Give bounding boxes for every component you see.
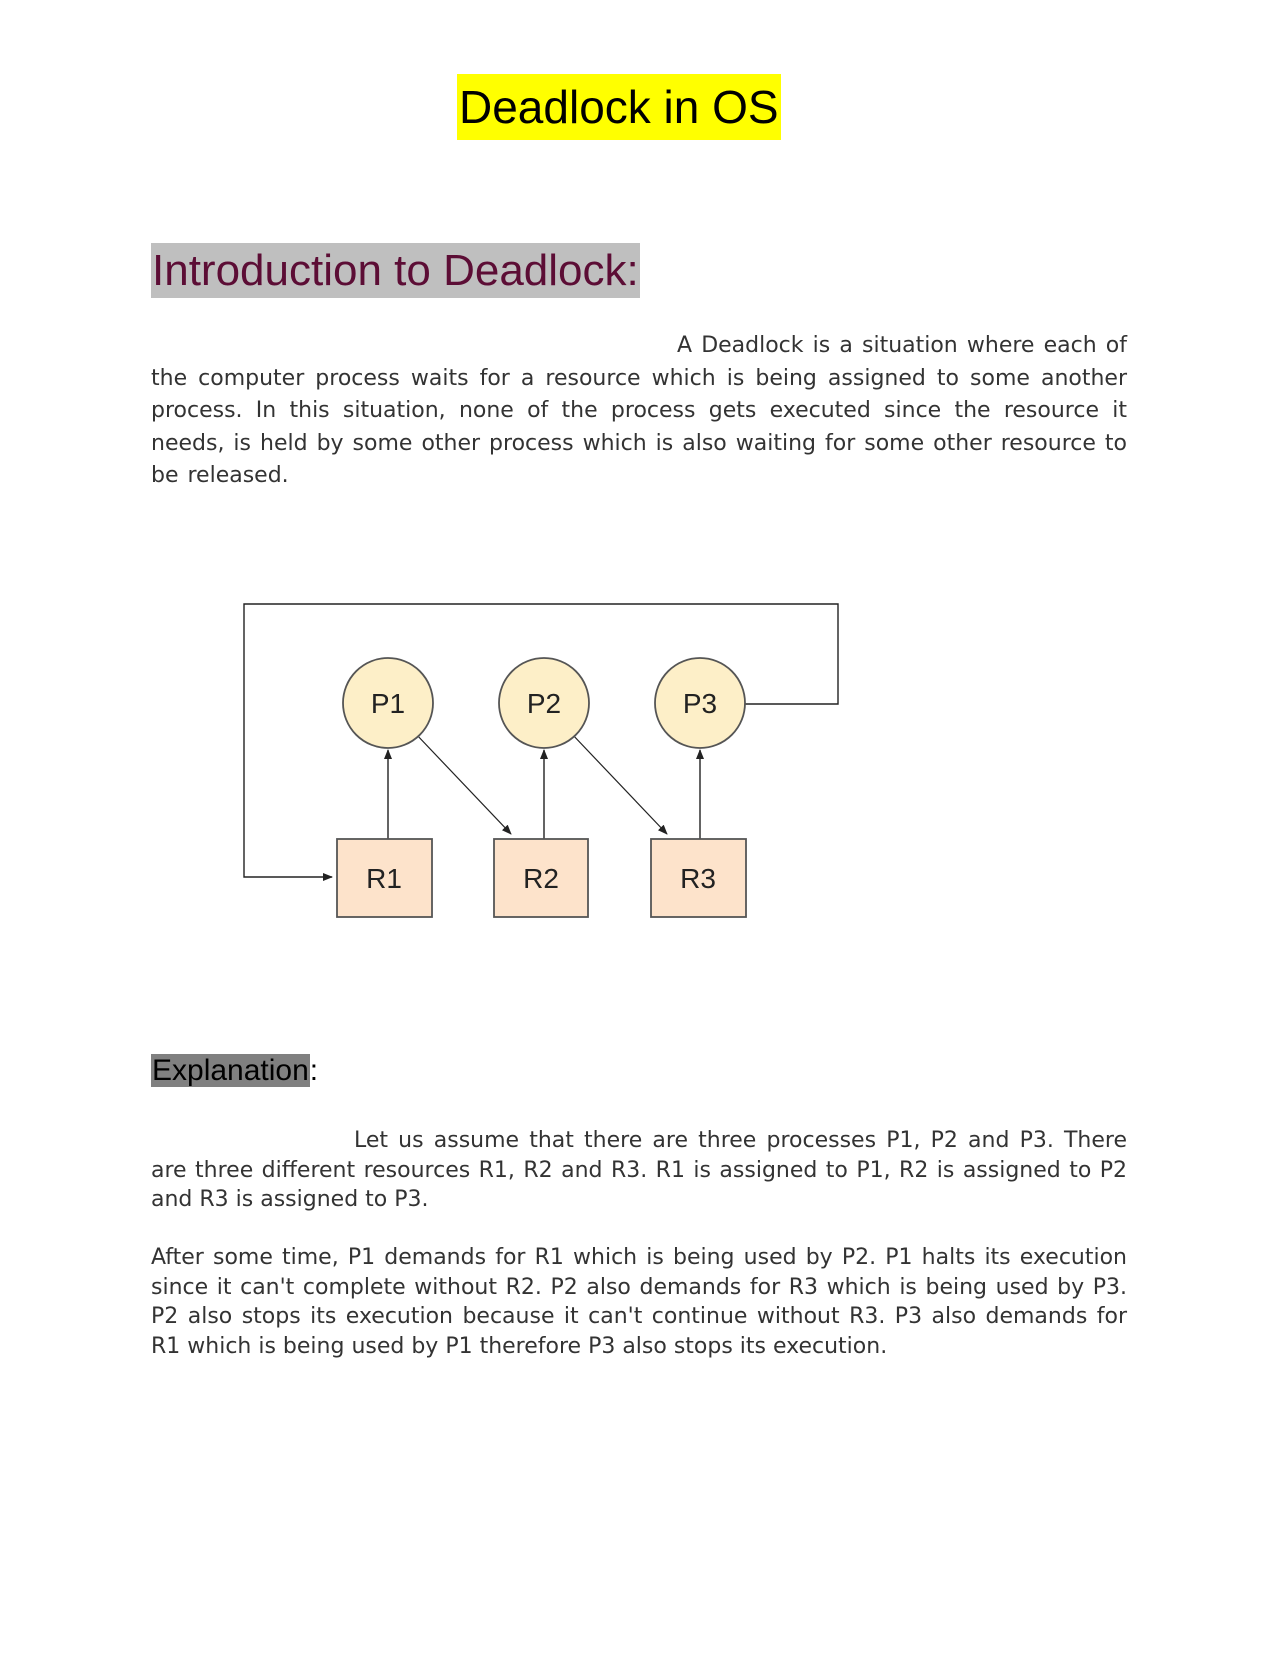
- explanation-heading: [151, 1049, 318, 1093]
- process-label-p2: P2: [526, 688, 562, 719]
- intro-paragraph: A Deadlock is a situation where each of the computer process waits for a resource which is being assigned to some another process. In this situation, none of the process gets executed since the resource it needs, is held by some other process which is also waiting for some other resource to be released.: [151, 333, 1127, 488]
- process-node-p3: [655, 658, 745, 748]
- edge-p1-r2: [415, 733, 511, 834]
- resource-label-r1: R1: [366, 863, 402, 894]
- process-label-p1: P1: [370, 688, 406, 719]
- process-node-p1: [343, 658, 433, 748]
- resource-node-r1: [337, 839, 432, 917]
- explanation-paragraph-1: Let us assume that there are three processes P1, P2 and P3. There are three different resources R1, R2 and R3. R1 is assigned to P1, R2 is assigned to P2 and R3 is assigned to P3.: [151, 1128, 1127, 1212]
- process-node-p2: [499, 658, 589, 748]
- page-title: Deadlock in OS: [457, 74, 781, 140]
- edge-p2-r3: [571, 733, 667, 834]
- deadlock-diagram: [230, 597, 850, 927]
- resource-label-r3: R3: [680, 863, 716, 894]
- explanation-paragraph-2: After some time, P1 demands for R1 which is being used by P2. P1 halts its execution since it can't complete without R2. P2 also demands for R3 which is being used by P3. P2 also stops its execution because it can't continue without R3. P3 also demands for R1 which is being used by P1 therefore P3 also stops its execution.: [151, 1245, 1127, 1359]
- resource-node-r3: [651, 839, 746, 917]
- resource-label-r2: R2: [523, 863, 559, 894]
- intro-heading: Introduction to Deadlock:: [151, 243, 640, 298]
- resource-node-r2: [494, 839, 588, 917]
- process-label-p3: P3: [682, 688, 718, 719]
- explanation-heading-text: Explanation: [152, 1054, 309, 1087]
- explanation-heading-colon: :: [309, 1054, 319, 1087]
